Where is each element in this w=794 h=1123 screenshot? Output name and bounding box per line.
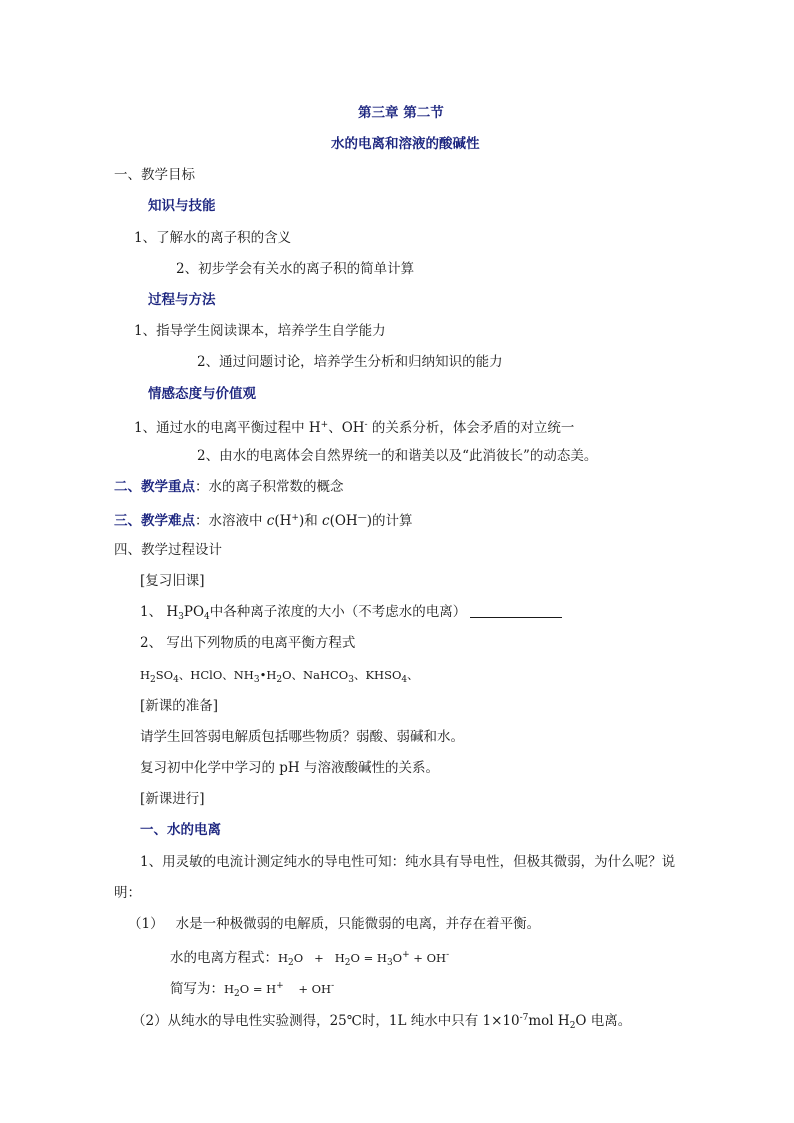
concentration-symbol: c (266, 513, 275, 529)
prep-para-1: 请学生回答弱电解质包括哪些物质？弱酸、弱碱和水。 (140, 729, 464, 745)
item2-pre: （2）从纯水的导电性实验测得，25℃时，1L 纯水中只有 1×10 (132, 1013, 520, 1029)
para1-line2: 明： (114, 885, 141, 901)
review-question-1 (140, 603, 562, 626)
emotion-item-1-pre: 1、通过水的电离平衡过程中 H (134, 420, 321, 436)
q1-po: PO (183, 604, 205, 620)
oh-close: )的计算 (366, 513, 413, 529)
item2-sub: 2 (569, 1021, 576, 1031)
section-objectives-heading: 一、教学目标 (114, 167, 195, 183)
formula-list: $H_2SO_4$、HClO、$NH_3•H_2O$、NaHCO$_3$、$KHSO_4$、 (140, 668, 419, 685)
prep-para-2: 复习初中化学中学习的 pH 与溶液酸碱性的关系。 (140, 760, 439, 776)
emotion-item-1-mid: 、OH (328, 420, 365, 436)
difficulty-label: 三、教学难点 (114, 513, 195, 529)
q1-pre: 1、 H (140, 604, 179, 620)
h-ion: (H (274, 513, 292, 529)
focus-text: ：水的离子积常数的概念 (195, 479, 344, 495)
item2-end: O 电离。 (575, 1013, 632, 1029)
q1-sub1: 3 (178, 612, 184, 622)
review-label: [复习旧课] (140, 573, 205, 589)
knowledge-item-1: 1、了解水的离子积的含义 (134, 230, 292, 246)
water-ionization-heading: 一、水的电离 (140, 822, 221, 838)
chapter-heading: 第三章 第二节 (358, 105, 444, 121)
emotion-item-2: 2、由水的电离体会自然界统一的和谐美以及“此消彼长”的动态美。 (197, 448, 598, 464)
item1-text: 水是一种极微弱的电解质，只能微弱的电离，并存在着平衡。 (175, 916, 541, 932)
item2-exp: -7 (519, 1013, 529, 1023)
difficulty-line: 三、教学难点：水溶液中 c(H+)和 c(OH—)的计算 (114, 513, 413, 529)
q1-post: 中各种离子浓度的大小（不考虑水的电离） (209, 604, 467, 620)
equation-2: 简写为：$H_2O = H^+$ + OH- (170, 981, 335, 999)
eq2-label: 简写为： (170, 981, 224, 997)
answer-blank (470, 603, 562, 618)
new-lesson-label: [新课进行] (140, 791, 205, 807)
item1-num: （1） (128, 916, 164, 932)
item1-line (128, 915, 540, 933)
emotion-heading: 情感态度与价值观 (148, 386, 256, 402)
equation-1: 水的电离方程式：$H_2O + H_2O = H_3O^+ + OH^-$ (170, 950, 450, 968)
process-item-1: 1、指导学生阅读课本，培养学生自学能力 (134, 323, 386, 339)
item2-post: mol H (528, 1013, 570, 1029)
process-design-heading: 四、教学过程设计 (114, 542, 222, 558)
q1-sub2: 4 (204, 612, 210, 622)
para1-line1: 1、用灵敏的电流计测定纯水的导电性可知：纯水具有导电性，但极其微弱，为什么呢？说 (140, 854, 676, 870)
knowledge-heading: 知识与技能 (148, 198, 216, 214)
emotion-item-1: 1、通过水的电离平衡过程中 H+、OH- 的关系分析，体会矛盾的对立统一 (134, 420, 575, 436)
concentration-symbol-2: c (322, 513, 330, 529)
emotion-item-1-post: 的关系分析，体会矛盾的对立统一 (367, 420, 575, 436)
focus-line (114, 478, 344, 496)
knowledge-item-2: 2、初步学会有关水的离子积的简单计算 (176, 261, 415, 277)
process-item-2: 2、通过问题讨论，培养学生分析和归纳知识的能力 (197, 354, 503, 370)
difficulty-text-pre: ：水溶液中 (195, 513, 267, 529)
review-question-2: 2、 写出下列物质的电离平衡方程式 (140, 635, 356, 651)
h-close: )和 (298, 513, 323, 529)
process-heading: 过程与方法 (148, 292, 216, 308)
oh-ion: (OH (329, 513, 358, 529)
focus-label: 二、教学重点 (114, 479, 195, 495)
document-title: 水的电离和溶液的酸碱性 (331, 136, 480, 152)
eq1-label: 水的电离方程式： (170, 950, 278, 966)
prep-label: [新课的准备] (140, 698, 219, 714)
item2-line (132, 1009, 631, 1035)
